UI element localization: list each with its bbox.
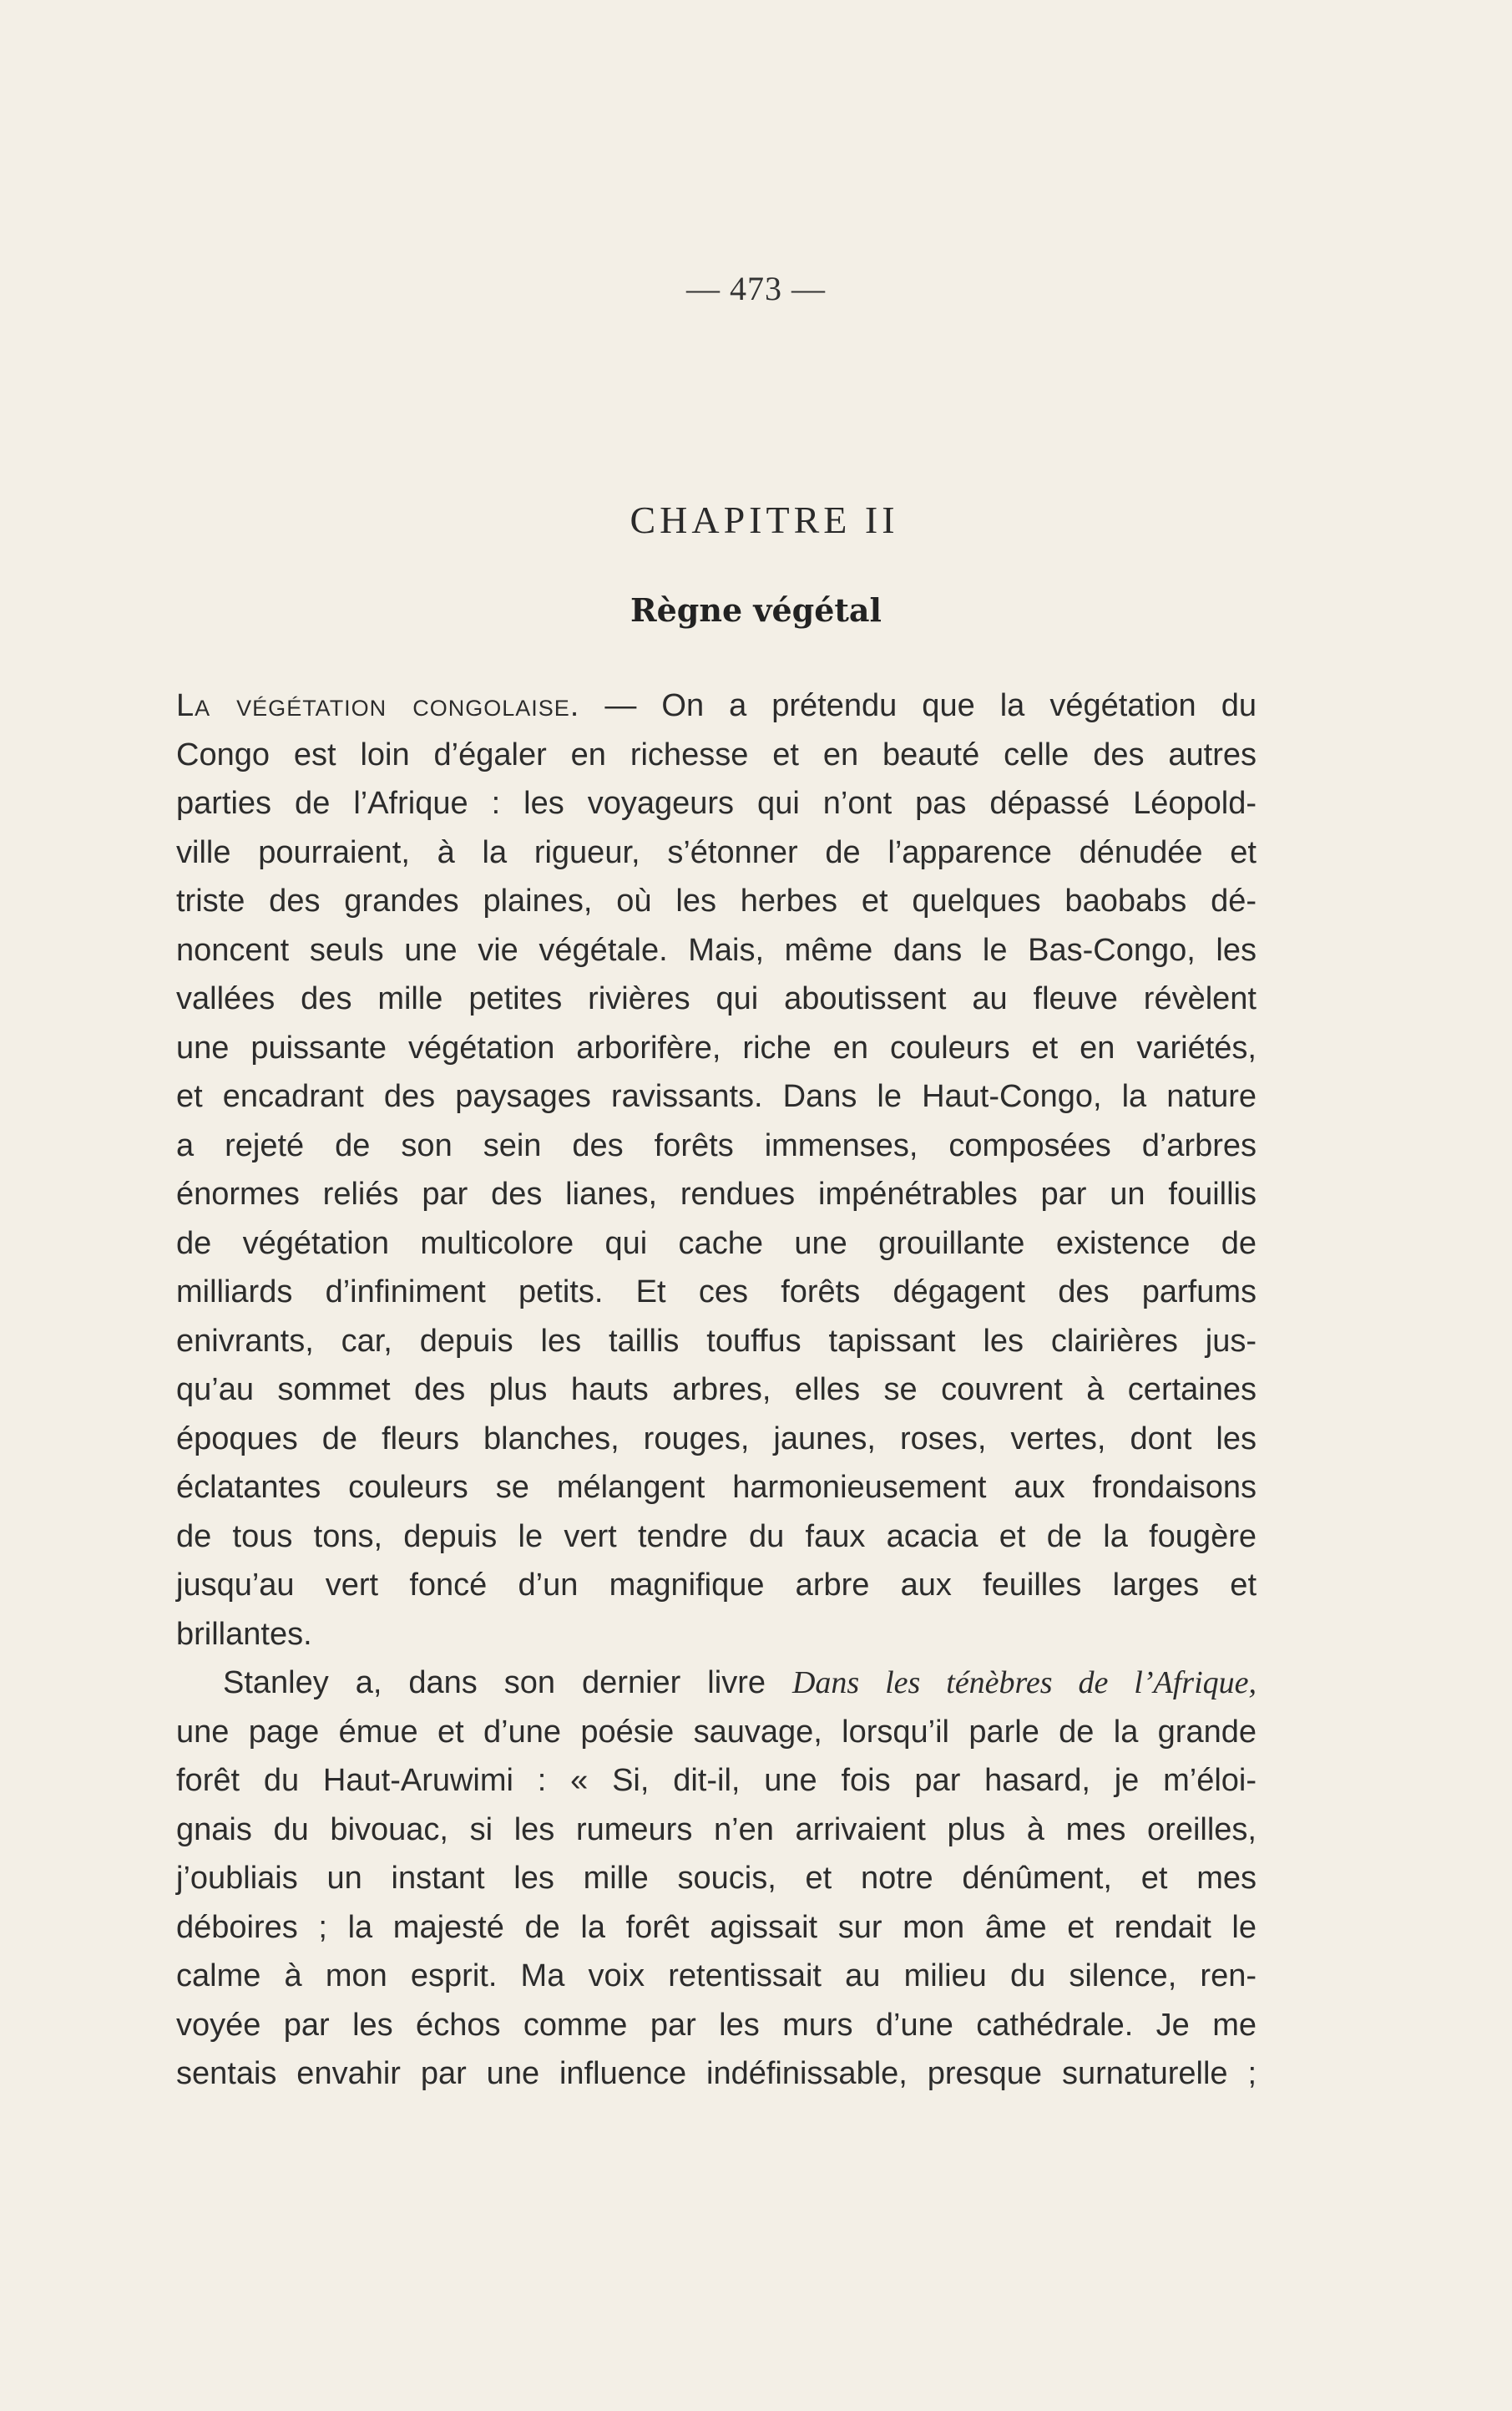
text-line: énormes reliés par des lianes, rendues impénétrables par un fouillis bbox=[176, 1177, 1257, 1212]
text-line: voyée par les échos comme par les murs d’une cathédrale. Je me bbox=[176, 2007, 1257, 2043]
text-line-content: Stanley a, dans son dernier livre bbox=[223, 1665, 766, 1700]
paragraph-vegetation bbox=[176, 681, 1257, 1659]
text-line: et encadrant des paysages ravissants. Dans le Haut-Congo, la nature bbox=[176, 1079, 1257, 1114]
text-line: noncent seuls une vie végétale. Mais, même dans le Bas-Congo, les bbox=[176, 932, 1257, 968]
paragraph-lead: La végétation congolaise. bbox=[176, 688, 580, 723]
text-line: une puissante végétation arborifère, riche en couleurs et en variétés, bbox=[176, 1030, 1257, 1066]
section-title: Règne végétal bbox=[630, 591, 882, 629]
text-line bbox=[176, 681, 1257, 731]
text-line: enivrants, car, depuis les taillis touffus tapissant les clairières jus- bbox=[176, 1323, 1257, 1359]
text-line: brillantes. bbox=[176, 1616, 312, 1652]
chapter-title: CHAPITRE II bbox=[630, 499, 899, 541]
text-line: époques de fleurs blanches, rouges, jaunes, roses, vertes, dont les bbox=[176, 1421, 1257, 1456]
text-line: jusqu’au vert foncé d’un magnifique arbre aux feuilles larges et bbox=[176, 1568, 1257, 1603]
text-line: ville pourraient, à la rigueur, s’étonner de l’apparence dénudée et bbox=[176, 834, 1257, 870]
text-line bbox=[176, 1659, 1257, 1708]
text-line: j’oubliais un instant les mille soucis, et notre dénûment, et mes bbox=[176, 1861, 1257, 1896]
text-line: vallées des mille petites rivières qui aboutissent au fleuve révèlent bbox=[176, 981, 1257, 1016]
text-line: une page émue et d’une poésie sauvage, lorsqu’il parle de la grande bbox=[176, 1714, 1257, 1750]
text-line: éclatantes couleurs se mélangent harmonieusement aux frondaisons bbox=[176, 1470, 1257, 1505]
text-line: milliards d’infiniment petits. Et ces forêts dégagent des parfums bbox=[176, 1274, 1257, 1309]
text-line: a rejeté de son sein des forêts immenses, composées d’arbres bbox=[176, 1127, 1257, 1163]
text-line: calme à mon esprit. Ma voix retentissait au milieu du silence, ren- bbox=[176, 1958, 1257, 1993]
page-number: — 473 — bbox=[686, 270, 826, 307]
text-line: de tous tons, depuis le vert tendre du faux acacia et de la fougère bbox=[176, 1518, 1257, 1554]
text-line: qu’au sommet des plus hauts arbres, elles se couvrent à certaines bbox=[176, 1372, 1257, 1407]
text-line: triste des grandes plaines, où les herbes et quelques baobabs dé- bbox=[176, 884, 1257, 919]
body-text bbox=[176, 681, 1257, 2099]
text-line-content: — On a prétendu que la végétation du bbox=[604, 688, 1257, 723]
text-line: sentais envahir par une influence indéfinissable, presque surnaturelle ; bbox=[176, 2056, 1257, 2091]
text-line: déboires ; la majesté de la forêt agissait sur mon âme et rendait le bbox=[176, 1909, 1257, 1945]
paragraph-stanley bbox=[176, 1659, 1257, 2099]
text-line: de végétation multicolore qui cache une grouillante existence de bbox=[176, 1225, 1257, 1261]
text-line: forêt du Haut-Aruwimi : « Si, dit-il, une fois par hasard, je m’éloi- bbox=[176, 1763, 1257, 1798]
text-line: gnais du bivouac, si les rumeurs n’en arrivaient plus à mes oreilles, bbox=[176, 1811, 1257, 1847]
book-title: Dans les ténèbres de l’Afrique, bbox=[791, 1665, 1257, 1700]
text-line: parties de l’Afrique : les voyageurs qui n’ont pas dépassé Léopold- bbox=[176, 786, 1257, 821]
text-line: Congo est loin d’égaler en richesse et en beauté celle des autres bbox=[176, 737, 1257, 772]
